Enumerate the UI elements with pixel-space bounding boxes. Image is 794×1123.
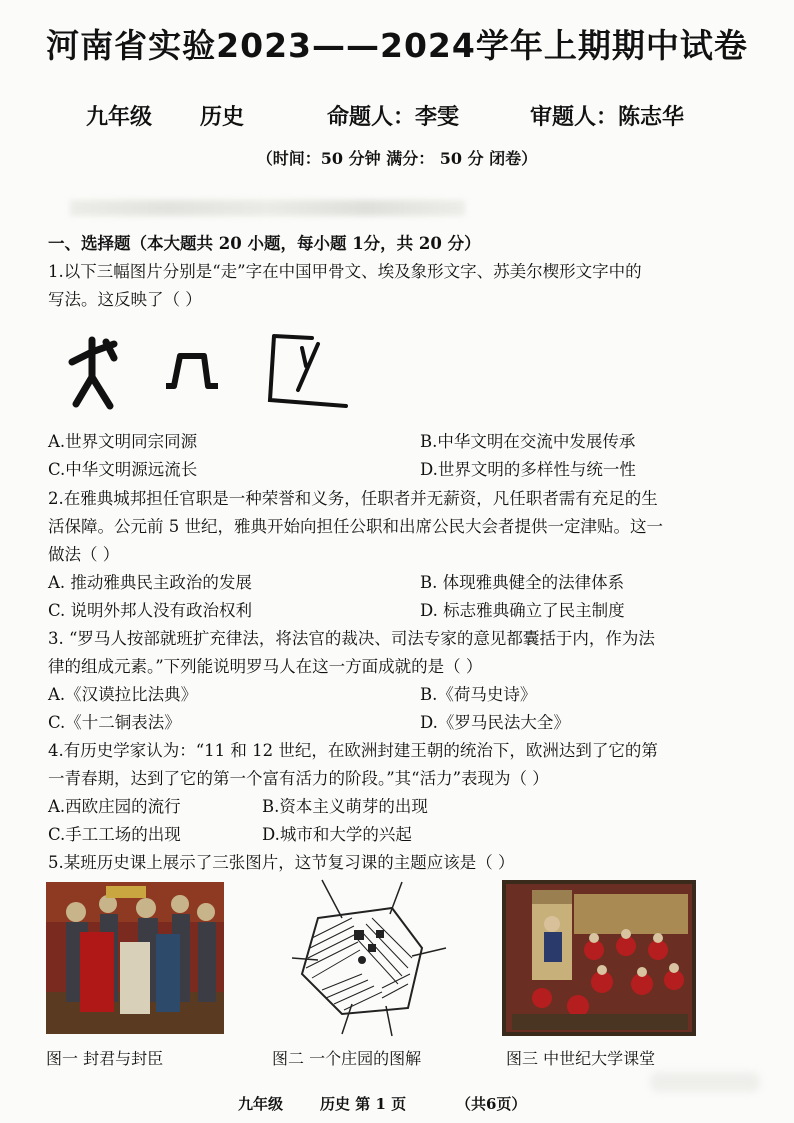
footer-grade: 九年级 [238,1095,284,1113]
exam-time-info: （时间：50 分钟 满分： 50 分 闭卷） [256,149,538,168]
q1-option-b[interactable]: B.中华文明在交流中发展传承 [420,432,636,451]
q1-stem-line2: 写法。这反映了（ ） [48,290,202,309]
q1-option-d[interactable]: D.世界文明的多样性与统一性 [420,460,636,479]
q4-option-c[interactable]: C.手工工场的出现 [48,825,181,844]
q2-option-c[interactable]: C. 说明外邦人没有政治权利 [48,601,253,620]
exam-title: 河南省实验2023——2024学年上期期中试卷 [46,26,748,65]
q3-stem-line1: 3. “罗马人按部就班扩充律法，将法官的裁决、司法专家的意见都囊括于内，作为法 [48,629,655,648]
reviewer-label: 审题人：陈志华 [530,105,685,130]
figure-3-caption: 图三 中世纪大学课堂 [506,1049,656,1068]
q4-option-d[interactable]: D.城市和大学的兴起 [262,825,412,844]
q4-stem-line1: 4.有历史学家认为：“11 和 12 世纪，在欧洲封建王朝的统治下，欧洲达到了它的第 [48,741,658,760]
egyptian-hieroglyph-glyph [160,348,222,396]
figure-2-caption: 图二 一个庄园的图解 [272,1049,422,1068]
oracle-bone-glyph [62,332,124,412]
q3-option-a[interactable]: A.《汉谟拉比法典》 [48,685,198,704]
grade-label: 九年级 [86,105,153,130]
cuneiform-glyph [262,330,348,412]
q3-option-d[interactable]: D.《罗马民法大全》 [420,713,570,732]
watermark [650,1072,760,1092]
figure-medieval-classroom-image [502,880,696,1036]
footer-total-pages: （共6页） [456,1095,527,1113]
footer-page-number: 历史 第 1 页 [320,1095,407,1113]
q3-stem-line2: 律的组成元素。”下列能说明罗马人在这一方面成就的是（ ） [48,657,483,676]
subject-label: 历史 [200,105,245,130]
q4-stem-line2: 一青春期，达到了它的第一个富有活力的阶段。”其“活力”表现为（ ） [48,769,549,788]
q1-option-c[interactable]: C.中华文明源远流长 [48,460,198,479]
q2-stem-line1: 2.在雅典城邦担任官职是一种荣誉和义务，任职者并无薪资，凡任职者需有充足的生 [48,489,658,508]
q2-stem-line2: 活保障。公元前 5 世纪，雅典开始向担任公职和出席公民大会者提供一定津贴。这一 [48,517,663,536]
q2-stem-line3: 做法（ ） [48,545,120,564]
figure-lord-vassal-image [46,882,224,1034]
blurred-text-strip [70,200,465,216]
figure-1-caption: 图一 封君与封臣 [46,1049,164,1068]
q2-option-a[interactable]: A. 推动雅典民主政治的发展 [48,573,252,592]
q3-option-c[interactable]: C.《十二铜表法》 [48,713,181,732]
q1-option-a[interactable]: A.世界文明同宗同源 [48,432,198,451]
q5-stem: 5.某班历史课上展示了三张图片，这节复习课的主题应该是（ ） [48,853,515,872]
setter-label: 命题人：李雯 [327,105,460,130]
section-heading: 一、选择题（本大题共 20 小题，每小题 1分，共 20 分） [48,234,481,253]
q4-option-a[interactable]: A.西欧庄园的流行 [48,797,181,816]
q1-stem-line1: 1.以下三幅图片分别是“走”字在中国甲骨文、埃及象形文字、苏美尔楔形文字中的 [48,262,642,281]
q4-option-b[interactable]: B.资本主义萌芽的出现 [262,797,428,816]
q3-option-b[interactable]: B.《荷马史诗》 [420,685,537,704]
q2-option-b[interactable]: B. 体现雅典健全的法律体系 [420,573,625,592]
figure-manor-map-image [282,878,448,1038]
q2-option-d[interactable]: D. 标志雅典确立了民主制度 [420,601,625,620]
